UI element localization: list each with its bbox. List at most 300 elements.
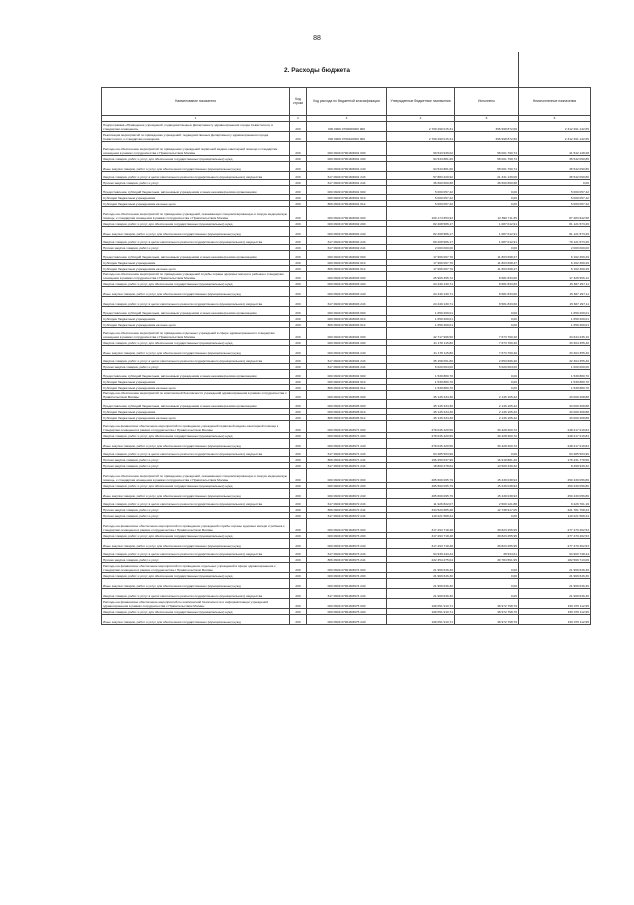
cell-approved-amount: 1 539 880,70 [387, 370, 455, 379]
cell-line-code: 200 [290, 260, 307, 266]
cell-unexecuted-amount: 33 304 355,40 [519, 346, 591, 356]
cell-line-code: 200 [290, 539, 307, 549]
cell-indicator-name: Субсидии бюджетным учреждениям на иные цели [102, 266, 290, 272]
cell-executed-amount: 5 020 064,00 [455, 364, 519, 370]
cell-approved-amount: 82 208 586,17 [387, 221, 455, 227]
cell-unexecuted-amount: 321 781 768,23 [519, 507, 591, 513]
column-number: 1 [102, 116, 290, 122]
table-row [102, 370, 591, 379]
cell-unexecuted-amount: 79 121 573,26 [519, 237, 591, 245]
cell-executed-amount: 21 341 130,06 [455, 172, 519, 180]
cell-line-code: 200 [290, 457, 307, 463]
table-row [102, 307, 591, 316]
cell-indicator-name: Закупка товаров, работ и услуг в целях капитального ремонта государственного (муниципального) имущества [102, 237, 290, 245]
cell-line-code: 200 [290, 421, 307, 433]
cell-executed-amount: 0,00 [455, 573, 519, 579]
cell-indicator-name: Иные закупки товаров, работ и услуг для обеспечения государственных (муниципальных) нужд [102, 489, 290, 499]
cell-budget-class-code: 617 0909 07901М3604 243 [307, 356, 387, 364]
cell-budget-class-code: 000 0909 07901М3603 600 [307, 307, 387, 316]
cell-line-code: 200 [290, 201, 307, 207]
cell-executed-amount: 0,00 [455, 186, 519, 195]
cell-indicator-name: Иные закупки товаров, работ и услуг для обеспечения государственных (муниципальных) нужд [102, 439, 290, 449]
cell-unexecuted-amount: 8 299 939,32 [519, 463, 591, 469]
cell-line-code: 200 [290, 328, 307, 340]
cell-budget-class-code: 000 0909 07901М3671 000 [307, 421, 387, 433]
cell-approved-amount: 119 221 588,44 [387, 513, 455, 519]
cell-budget-class-code: 000 0909 07901М3675 240 [307, 615, 387, 625]
cell-budget-class-code: 000 0909 07901М3602 600 [307, 251, 387, 260]
cell-unexecuted-amount: 5 000 057,42 [519, 195, 591, 201]
cell-executed-amount: 396 998 872,66 [455, 122, 519, 132]
cell-indicator-name: Предоставление субсидий бюджетным, автономным учреждениям и иным некоммерческим организациям [102, 400, 290, 409]
cell-budget-class-code: 000 0909 07901М3603 610 [307, 316, 387, 322]
cell-budget-class-code: 617 0909 07901М3603 243 [307, 297, 387, 307]
header-approved: Утвержденные бюджетные назначения [387, 88, 455, 116]
cell-unexecuted-amount: 1 659 269,01 [519, 322, 591, 328]
cell-indicator-name: Закупка товаров, работ и услуг в целях капитального ремонта государственного (муниципального) имущества [102, 589, 290, 599]
cell-indicator-name: Субсидии бюджетным учреждениям [102, 409, 290, 415]
cell-executed-amount: 39 823 255,95 [455, 539, 519, 549]
cell-executed-amount: 8 581 833,60 [455, 281, 519, 287]
page-number: 88 [313, 35, 321, 42]
cell-budget-class-code: 000 0909 07901М3605 610 [307, 409, 387, 415]
cell-budget-class-code: 000 0909 07901М3604 610 [307, 379, 387, 385]
cell-unexecuted-amount: 21 969 646,30 [519, 589, 591, 599]
cell-unexecuted-amount: 15 667 297,11 [519, 281, 591, 287]
cell-line-code: 200 [290, 409, 307, 415]
cell-budget-class-code: 000 0909 07901М3604 200 [307, 340, 387, 346]
cell-budget-class-code: 000 0909 07901М3672 200 [307, 483, 387, 489]
cell-budget-class-code: 000 0909 07901М3675 200 [307, 609, 387, 615]
cell-line-code: 200 [290, 316, 307, 322]
cell-budget-class-code: 617 0909 07901М3601 244 [307, 180, 387, 186]
table-row [102, 186, 591, 195]
header-line-code: Код строки [290, 88, 307, 116]
cell-budget-class-code: 000 0909 07901М3601 200 [307, 156, 387, 162]
cell-line-code: 200 [290, 281, 307, 287]
cell-budget-class-code: 617 0909 07901М3602 243 [307, 237, 387, 245]
cell-unexecuted-amount: 1 539 880,70 [519, 385, 591, 391]
cell-approved-amount: 2 000 000,00 [387, 245, 455, 251]
cell-executed-amount: 7 673 760,40 [455, 346, 519, 356]
table-row [102, 489, 591, 499]
cell-indicator-name: Предоставление субсидий бюджетным, автономным учреждениям и иным некоммерческим организациям [102, 307, 290, 316]
cell-unexecuted-amount: 150 079 112,95 [519, 609, 591, 615]
cell-unexecuted-amount: 0,00 [519, 180, 591, 186]
cell-indicator-name: Прочая закупка товаров, работ и услуг [102, 513, 290, 519]
cell-executed-amount: 7 673 760,40 [455, 328, 519, 340]
table-row [102, 172, 591, 180]
cell-approved-amount: 1 659 269,01 [387, 307, 455, 316]
cell-indicator-name: Прочая закупка товаров, работ и услуг [102, 245, 290, 251]
cell-budget-class-code: 806 0909 07901М3673 244 [307, 557, 387, 563]
table-row [102, 162, 591, 172]
cell-executed-amount: 0,00 [455, 201, 519, 207]
cell-unexecuted-amount: 43 000 268,88 [519, 415, 591, 421]
cell-approved-amount: 1 539 880,70 [387, 379, 455, 385]
cell-approved-amount: 317 293 718,48 [387, 533, 455, 539]
cell-executed-amount: 0,00 [455, 385, 519, 391]
cell-executed-amount: 0,00 [455, 322, 519, 328]
cell-line-code: 200 [290, 172, 307, 180]
cell-budget-class-code: 000 0909 07901М3672 240 [307, 489, 387, 499]
cell-line-code: 200 [290, 415, 307, 421]
cell-line-code: 200 [290, 469, 307, 483]
cell-budget-class-code: 000 0909 07901М3601 240 [307, 162, 387, 172]
cell-executed-amount: 8 581 833,60 [455, 287, 519, 297]
cell-indicator-name: Иные закупки товаров, работ и услуг для обеспечения государственных (муниципальных) нужд [102, 287, 290, 297]
cell-executed-amount: 2 146 165,42 [455, 409, 519, 415]
cell-budget-class-code: 000 0909 07901М3601 610 [307, 195, 387, 201]
cell-executed-amount: 0,00 [455, 449, 519, 457]
table-row [102, 400, 591, 409]
cell-executed-amount: 7 673 760,40 [455, 340, 519, 346]
cell-indicator-name: Закупка товаров, работ и услуг для обеспечения государственных (муниципальных) нужд [102, 483, 290, 489]
cell-indicator-name: Прочая закупка товаров, работ и услуг [102, 463, 290, 469]
cell-approved-amount: 17 966 067,76 [387, 251, 455, 260]
cell-line-code: 200 [290, 379, 307, 385]
cell-approved-amount: 17 966 067,76 [387, 266, 455, 272]
cell-approved-amount: 21 969 646,30 [387, 579, 455, 589]
cell-line-code: 200 [290, 227, 307, 237]
cell-executed-amount: 30 428 200,72 [455, 439, 519, 449]
header-indicator-name: Наименование показателя [102, 88, 290, 116]
cell-unexecuted-amount: 33 304 355,40 [519, 340, 591, 346]
cell-line-code: 200 [290, 142, 307, 156]
cell-budget-class-code: 617 0909 07901М3673 243 [307, 549, 387, 557]
cell-indicator-name: Расходы на обеспечение мероприятий по приведению учреждений, оказывающих специализированную и скорую медицинскую помощь, к стандартам оснащения в рамках сотрудничества с Правительством Москвы [102, 207, 290, 221]
cell-line-code: 200 [290, 195, 307, 201]
cell-unexecuted-amount: 277 470 462,53 [519, 533, 591, 539]
cell-line-code: 200 [290, 251, 307, 260]
cell-unexecuted-amount: 15 667 297,11 [519, 287, 591, 297]
cell-indicator-name: Предоставление субсидий бюджетным, автономным учреждениям и иным некоммерческим организациям [102, 251, 290, 260]
cell-line-code: 200 [290, 156, 307, 162]
cell-budget-class-code: 806 0909 07901М3672 244 [307, 507, 387, 513]
cell-unexecuted-amount: 450 430 056,86 [519, 469, 591, 483]
table-body [102, 122, 591, 625]
cell-unexecuted-amount: 81 121 573,26 [519, 221, 591, 227]
cell-line-code: 200 [290, 563, 307, 573]
cell-approved-amount: 94 939 443,44 [387, 549, 455, 557]
cell-unexecuted-amount: 17 326 566,12 [519, 272, 591, 281]
cell-indicator-name: Расходы на обеспечение мероприятий по приведению учреждений службы охраны здоровья матери и ребенка к стандартам оснащения в рамках сотрудничества с Правительством Москвы [102, 272, 290, 281]
cell-line-code: 200 [290, 533, 307, 539]
cell-budget-class-code: 000 0909 07901М3604 240 [307, 346, 387, 356]
column-number: 2 [290, 116, 307, 122]
cell-indicator-name: Субсидии бюджетным учреждениям [102, 316, 290, 322]
cell-line-code: 200 [290, 499, 307, 507]
cell-budget-class-code: 617 0909 07901М3604 244 [307, 364, 387, 370]
cell-line-code: 200 [290, 307, 307, 316]
cell-budget-class-code: 000 0909 07901М3602 000 [307, 207, 387, 221]
cell-budget-class-code: 000 0909 07901М3673 000 [307, 519, 387, 533]
cell-executed-amount: 8 581 833,60 [455, 272, 519, 281]
table-row [102, 237, 591, 245]
cell-approved-amount: 24 249 130,71 [387, 287, 455, 297]
cell-approved-amount: 334 520 685,28 [387, 507, 455, 513]
cell-line-code: 200 [290, 162, 307, 172]
header-executed: Исполнено [455, 88, 519, 116]
cell-indicator-name: Закупка товаров, работ и услуг для обеспечения государственных (муниципальных) нужд [102, 156, 290, 162]
cell-executed-amount: 16 918 881,40 [455, 457, 519, 463]
cell-approved-amount: 45 145 434,30 [387, 400, 455, 409]
cell-unexecuted-amount: 21 969 646,30 [519, 563, 591, 573]
cell-budget-class-code: 000 0909 07901М3673 200 [307, 533, 387, 539]
cell-indicator-name: Субсидии бюджетным учреждениям на иные цели [102, 322, 290, 328]
cell-budget-class-code: 617 0909 07901М3674 243 [307, 589, 387, 599]
cell-budget-class-code: 000 0909 07901М3674 200 [307, 573, 387, 579]
cell-line-code: 200 [290, 483, 307, 489]
cell-executed-amount: 2 146 165,42 [455, 415, 519, 421]
cell-executed-amount: 1 087 012,91 [455, 227, 519, 237]
cell-budget-class-code: 000 0909 07901М3674 240 [307, 579, 387, 589]
cell-approved-amount: 45 145 434,30 [387, 391, 455, 400]
cell-indicator-name: Прочая закупка товаров, работ и услуг [102, 364, 290, 370]
cell-approved-amount: 57 883 220,92 [387, 172, 455, 180]
cell-executed-amount: 12 890 711,35 [455, 207, 519, 221]
cell-approved-amount: 317 293 718,48 [387, 539, 455, 549]
cell-executed-amount: 0,00 [455, 195, 519, 201]
cell-line-code: 200 [290, 615, 307, 625]
cell-budget-class-code: 000 0909 07901М3604 000 [307, 328, 387, 340]
cell-line-code: 200 [290, 609, 307, 615]
table-row [102, 122, 591, 132]
cell-approved-amount: 199 051 910,71 [387, 615, 455, 625]
cell-indicator-name: Расходы на обеспечение мероприятий по приведению учреждений первичной медико-санитарной помощи к стандартам оснащения в рамках сотрудничества с Правительством Москвы [102, 142, 290, 156]
cell-unexecuted-amount: 87 283 942,58 [519, 207, 591, 221]
cell-executed-amount: 0,00 [455, 589, 519, 599]
cell-approved-amount: 2 709 290 015,31 [387, 122, 455, 132]
cell-executed-amount: 36 660 660,68 [455, 180, 519, 186]
cell-approved-amount: 17 966 067,76 [387, 260, 455, 266]
cell-unexecuted-amount: 5 000 057,42 [519, 201, 591, 207]
cell-indicator-name: Расходы на финансовое обеспечение мероприятий по приведению учреждений первичной медико-санитарной помощи к стандартам оснащения в рамках сотрудничества с Правительством Москвы [102, 421, 290, 433]
cell-budget-class-code: 000 0909 07901М3603 000 [307, 272, 387, 281]
cell-approved-amount: 94 543 881,60 [387, 162, 455, 172]
section-title: 2. Расходы бюджета [284, 67, 350, 74]
cell-executed-amount: 0,00 [455, 563, 519, 573]
cell-executed-amount: 12 738 917,05 [455, 507, 519, 513]
table-row [102, 439, 591, 449]
table-row [102, 449, 591, 457]
cell-unexecuted-amount: 277 470 462,53 [519, 539, 591, 549]
cell-unexecuted-amount: 36 542 090,86 [519, 162, 591, 172]
cell-unexecuted-amount: 1 539 880,70 [519, 379, 591, 385]
cell-unexecuted-amount: 150 079 112,95 [519, 599, 591, 609]
cell-line-code: 200 [290, 132, 307, 142]
cell-line-code: 200 [290, 449, 307, 457]
cell-unexecuted-amount: 36 542 090,86 [519, 172, 591, 180]
cell-line-code: 200 [290, 356, 307, 364]
column-number: 6 [519, 116, 591, 122]
cell-indicator-name: Субсидии бюджетным учреждениям на иные цели [102, 415, 290, 421]
cell-unexecuted-amount: 2 312 291 142,65 [519, 132, 591, 142]
cell-executed-amount: 396 998 872,66 [455, 132, 519, 142]
cell-unexecuted-amount: 1 539 880,70 [519, 370, 591, 379]
cell-budget-class-code: 000 0909 07901М3602 240 [307, 227, 387, 237]
cell-line-code: 200 [290, 579, 307, 589]
cell-approved-amount: 99 543 939,02 [387, 142, 455, 156]
cell-indicator-name: Прочая закупка товаров, работ и услуг [102, 180, 290, 186]
header-budget-class-code: Код расхода по бюджетной классификации [307, 88, 387, 116]
cell-executed-amount: 0,00 [455, 370, 519, 379]
cell-approved-amount: 45 145 434,30 [387, 415, 455, 421]
cell-budget-class-code: 000 0909 07901М3605 600 [307, 400, 387, 409]
cell-unexecuted-amount: 81 121 573,26 [519, 227, 591, 237]
cell-executed-amount: 2 146 165,42 [455, 391, 519, 400]
cell-indicator-name: Иные закупки товаров, работ и услуг для обеспечения государственных (муниципальных) нужд [102, 346, 290, 356]
cell-line-code: 200 [290, 340, 307, 346]
cell-executed-amount: 0,00 [455, 307, 519, 316]
table-row [102, 287, 591, 297]
cell-budget-class-code: 000 0909 07901М3674 000 [307, 563, 387, 573]
table-row [102, 132, 591, 142]
cell-unexecuted-amount: 119 221 588,44 [519, 513, 591, 519]
cell-line-code: 200 [290, 385, 307, 391]
cell-line-code: 200 [290, 266, 307, 272]
cell-indicator-name: Подпрограмма «Приведение учреждений, подведомственных Департаменту здравоохранения города Севастополя, в стандартам оснащения» [102, 122, 290, 132]
table-row [102, 563, 591, 573]
table-row [102, 519, 591, 533]
cell-unexecuted-amount: 1 659 269,01 [519, 307, 591, 316]
cell-line-code: 200 [290, 237, 307, 245]
cell-budget-class-code: 806 0909 07901М3605 612 [307, 415, 387, 421]
cell-budget-class-code: 000 0909 07901М3603 240 [307, 287, 387, 297]
cell-budget-class-code: 617 0909 07901М3672 244 [307, 513, 387, 519]
cell-executed-amount: 11 803 698,47 [455, 251, 519, 260]
cell-approved-amount: 5 000 057,42 [387, 186, 455, 195]
cell-executed-amount: 38 934,61 [455, 549, 519, 557]
cell-executed-amount: 0,00 [455, 513, 519, 519]
cell-line-code: 200 [290, 287, 307, 297]
cell-executed-amount: 39 784 561,95 [455, 557, 519, 563]
cell-executed-amount: 2 653 696,40 [455, 356, 519, 364]
cell-indicator-name: Закупка товаров, работ и услуг для обеспечения государственных (муниципальных) нужд [102, 573, 290, 579]
cell-executed-amount: 0,00 [455, 579, 519, 589]
table-row [102, 227, 591, 237]
column-number: 4 [387, 116, 455, 122]
cell-approved-amount: 199 051 910,71 [387, 609, 455, 615]
table-row [102, 272, 591, 281]
cell-budget-class-code: 000 0909 0790100000 000 [307, 132, 387, 142]
cell-unexecuted-amount: 21 969 646,30 [519, 579, 591, 589]
cell-line-code: 200 [290, 433, 307, 439]
cell-approved-amount: 2 709 290 015,31 [387, 132, 455, 142]
cell-indicator-name: Закупка товаров, работ и услуг в целях капитального ремонта государственного (муниципального) имущества [102, 297, 290, 307]
cell-budget-class-code: 000 0909 07901М3605 000 [307, 391, 387, 400]
cell-approved-amount: 42 717 996,50 [387, 328, 455, 340]
cell-budget-class-code: 806 0909 07901М3601 612 [307, 201, 387, 207]
cell-budget-class-code: 000 0909 07901М3675 000 [307, 599, 387, 609]
cell-unexecuted-amount: 277 470 462,53 [519, 519, 591, 533]
cell-line-code: 200 [290, 599, 307, 609]
cell-executed-amount: 39 823 255,95 [455, 519, 519, 533]
cell-budget-class-code: 000 0909 07901М3604 600 [307, 370, 387, 379]
cell-unexecuted-amount: 36 542 090,86 [519, 156, 591, 162]
cell-executed-amount: 15 239 038,93 [455, 489, 519, 499]
cell-budget-class-code: 000 0909 0790000000 000 [307, 122, 387, 132]
cell-indicator-name: Расходы на финансовое обеспечение мероприятий по комплексной безопасности и информатизации учреждений здравоохранения в рамках сотрудничества с Правительством Москвы [102, 599, 290, 609]
cell-executed-amount: 8 581 833,60 [455, 297, 519, 307]
table-header-row [102, 88, 591, 116]
cell-indicator-name: Субсидии бюджетным учреждениям на иные цели [102, 385, 290, 391]
cell-budget-class-code: 617 0909 07901М3671 244 [307, 463, 387, 469]
cell-budget-class-code: 806 0909 07901М3603 612 [307, 322, 387, 328]
cell-budget-class-code: 000 0909 07901М3603 200 [307, 281, 387, 287]
cell-budget-class-code: 617 0909 07901М3601 243 [307, 172, 387, 180]
cell-unexecuted-amount: 41 542 148,28 [519, 142, 591, 156]
cell-line-code: 200 [290, 391, 307, 400]
cell-approved-amount: 25 909 395,72 [387, 272, 455, 281]
cell-line-code: 200 [290, 439, 307, 449]
cell-executed-amount: 58 001 790,74 [455, 142, 519, 156]
cell-budget-class-code: 000 0909 07901М3602 610 [307, 260, 387, 266]
cell-indicator-name: Закупка товаров, работ и услуг в целях капитального ремонта государственного (муниципального) имущества [102, 499, 290, 507]
cell-indicator-name: Закупка товаров, работ и услуг для обеспечения государственных (муниципальных) нужд [102, 609, 290, 615]
cell-indicator-name: Расходы на финансовое обеспечение мероприятий по приведению отдельных учреждений в сфере здравоохранения к стандартам оснащения в рамках сотрудничества с Правительством Москвы [102, 563, 290, 573]
table-row [102, 251, 591, 260]
cell-unexecuted-amount: 9 426 701,19 [519, 499, 591, 507]
cell-indicator-name: Закупка товаров, работ и услуг в целях капитального ремонта государственного (муниципального) имущества [102, 549, 290, 557]
cell-unexecuted-amount: 94 900 748,44 [519, 549, 591, 557]
cell-approved-amount: 1 659 269,01 [387, 322, 455, 328]
cell-unexecuted-amount: 2 000 000,00 [519, 245, 591, 251]
cell-unexecuted-amount: 2 312 291 142,65 [519, 122, 591, 132]
cell-executed-amount: 58 001 790,74 [455, 156, 519, 162]
cell-approved-amount: 80 208 586,17 [387, 237, 455, 245]
cell-approved-amount: 278 645 420,56 [387, 433, 455, 439]
table-row [102, 549, 591, 557]
cell-line-code: 200 [290, 573, 307, 579]
cell-budget-class-code: 000 0909 07901М3672 000 [307, 469, 387, 483]
cell-approved-amount: 1 659 269,01 [387, 316, 455, 322]
cell-indicator-name: Предоставление субсидий бюджетным, автономным учреждениям и иным некоммерческим организациям [102, 186, 290, 195]
cell-approved-amount: 278 645 420,56 [387, 439, 455, 449]
cell-approved-amount: 278 645 420,56 [387, 421, 455, 433]
cell-budget-class-code: 000 0909 07901М3601 600 [307, 186, 387, 195]
cell-executed-amount: 13 509 339,32 [455, 463, 519, 469]
cell-line-code: 200 [290, 346, 307, 356]
cell-executed-amount: 1 087 012,91 [455, 237, 519, 245]
cell-budget-class-code: 000 0909 07901М3671 200 [307, 433, 387, 439]
cell-budget-class-code: 617 0909 07901М3671 243 [307, 449, 387, 457]
table-row [102, 346, 591, 356]
cell-line-code: 200 [290, 400, 307, 409]
cell-approved-amount: 35 158 051,80 [387, 356, 455, 364]
cell-executed-amount: 48 972 798,76 [455, 599, 519, 609]
cell-unexecuted-amount: 34 644 236,10 [519, 328, 591, 340]
cell-unexecuted-amount: 150 079 112,95 [519, 615, 591, 625]
cell-approved-amount: 5 000 057,42 [387, 201, 455, 207]
cell-indicator-name: Иные закупки товаров, работ и услуг для обеспечения государственных (муниципальных) нужд [102, 579, 290, 589]
cell-approved-amount: 465 669 095,79 [387, 469, 455, 483]
cell-executed-amount: 39 823 255,95 [455, 533, 519, 539]
cell-line-code: 200 [290, 507, 307, 513]
table-row [102, 579, 591, 589]
cell-approved-amount: 1 539 880,70 [387, 385, 455, 391]
cell-line-code: 200 [290, 364, 307, 370]
cell-line-code: 200 [290, 519, 307, 533]
cell-executed-amount: 11 803 698,47 [455, 260, 519, 266]
cell-indicator-name: Иные закупки товаров, работ и услуг для обеспечения государственных (муниципальных) нужд [102, 162, 290, 172]
cell-line-code: 200 [290, 370, 307, 379]
cell-unexecuted-amount: 21 969 646,30 [519, 573, 591, 579]
cell-unexecuted-amount: 43 000 268,88 [519, 409, 591, 415]
cell-indicator-name: Субсидии бюджетным учреждениям [102, 379, 290, 385]
table-row [102, 589, 591, 599]
cell-indicator-name: Расходы на обеспечение мероприятий по приведению отдельных учреждений в сфере здравоохранения к стандартам оснащения в рамках сотрудничества с Правительством Москвы [102, 328, 290, 340]
